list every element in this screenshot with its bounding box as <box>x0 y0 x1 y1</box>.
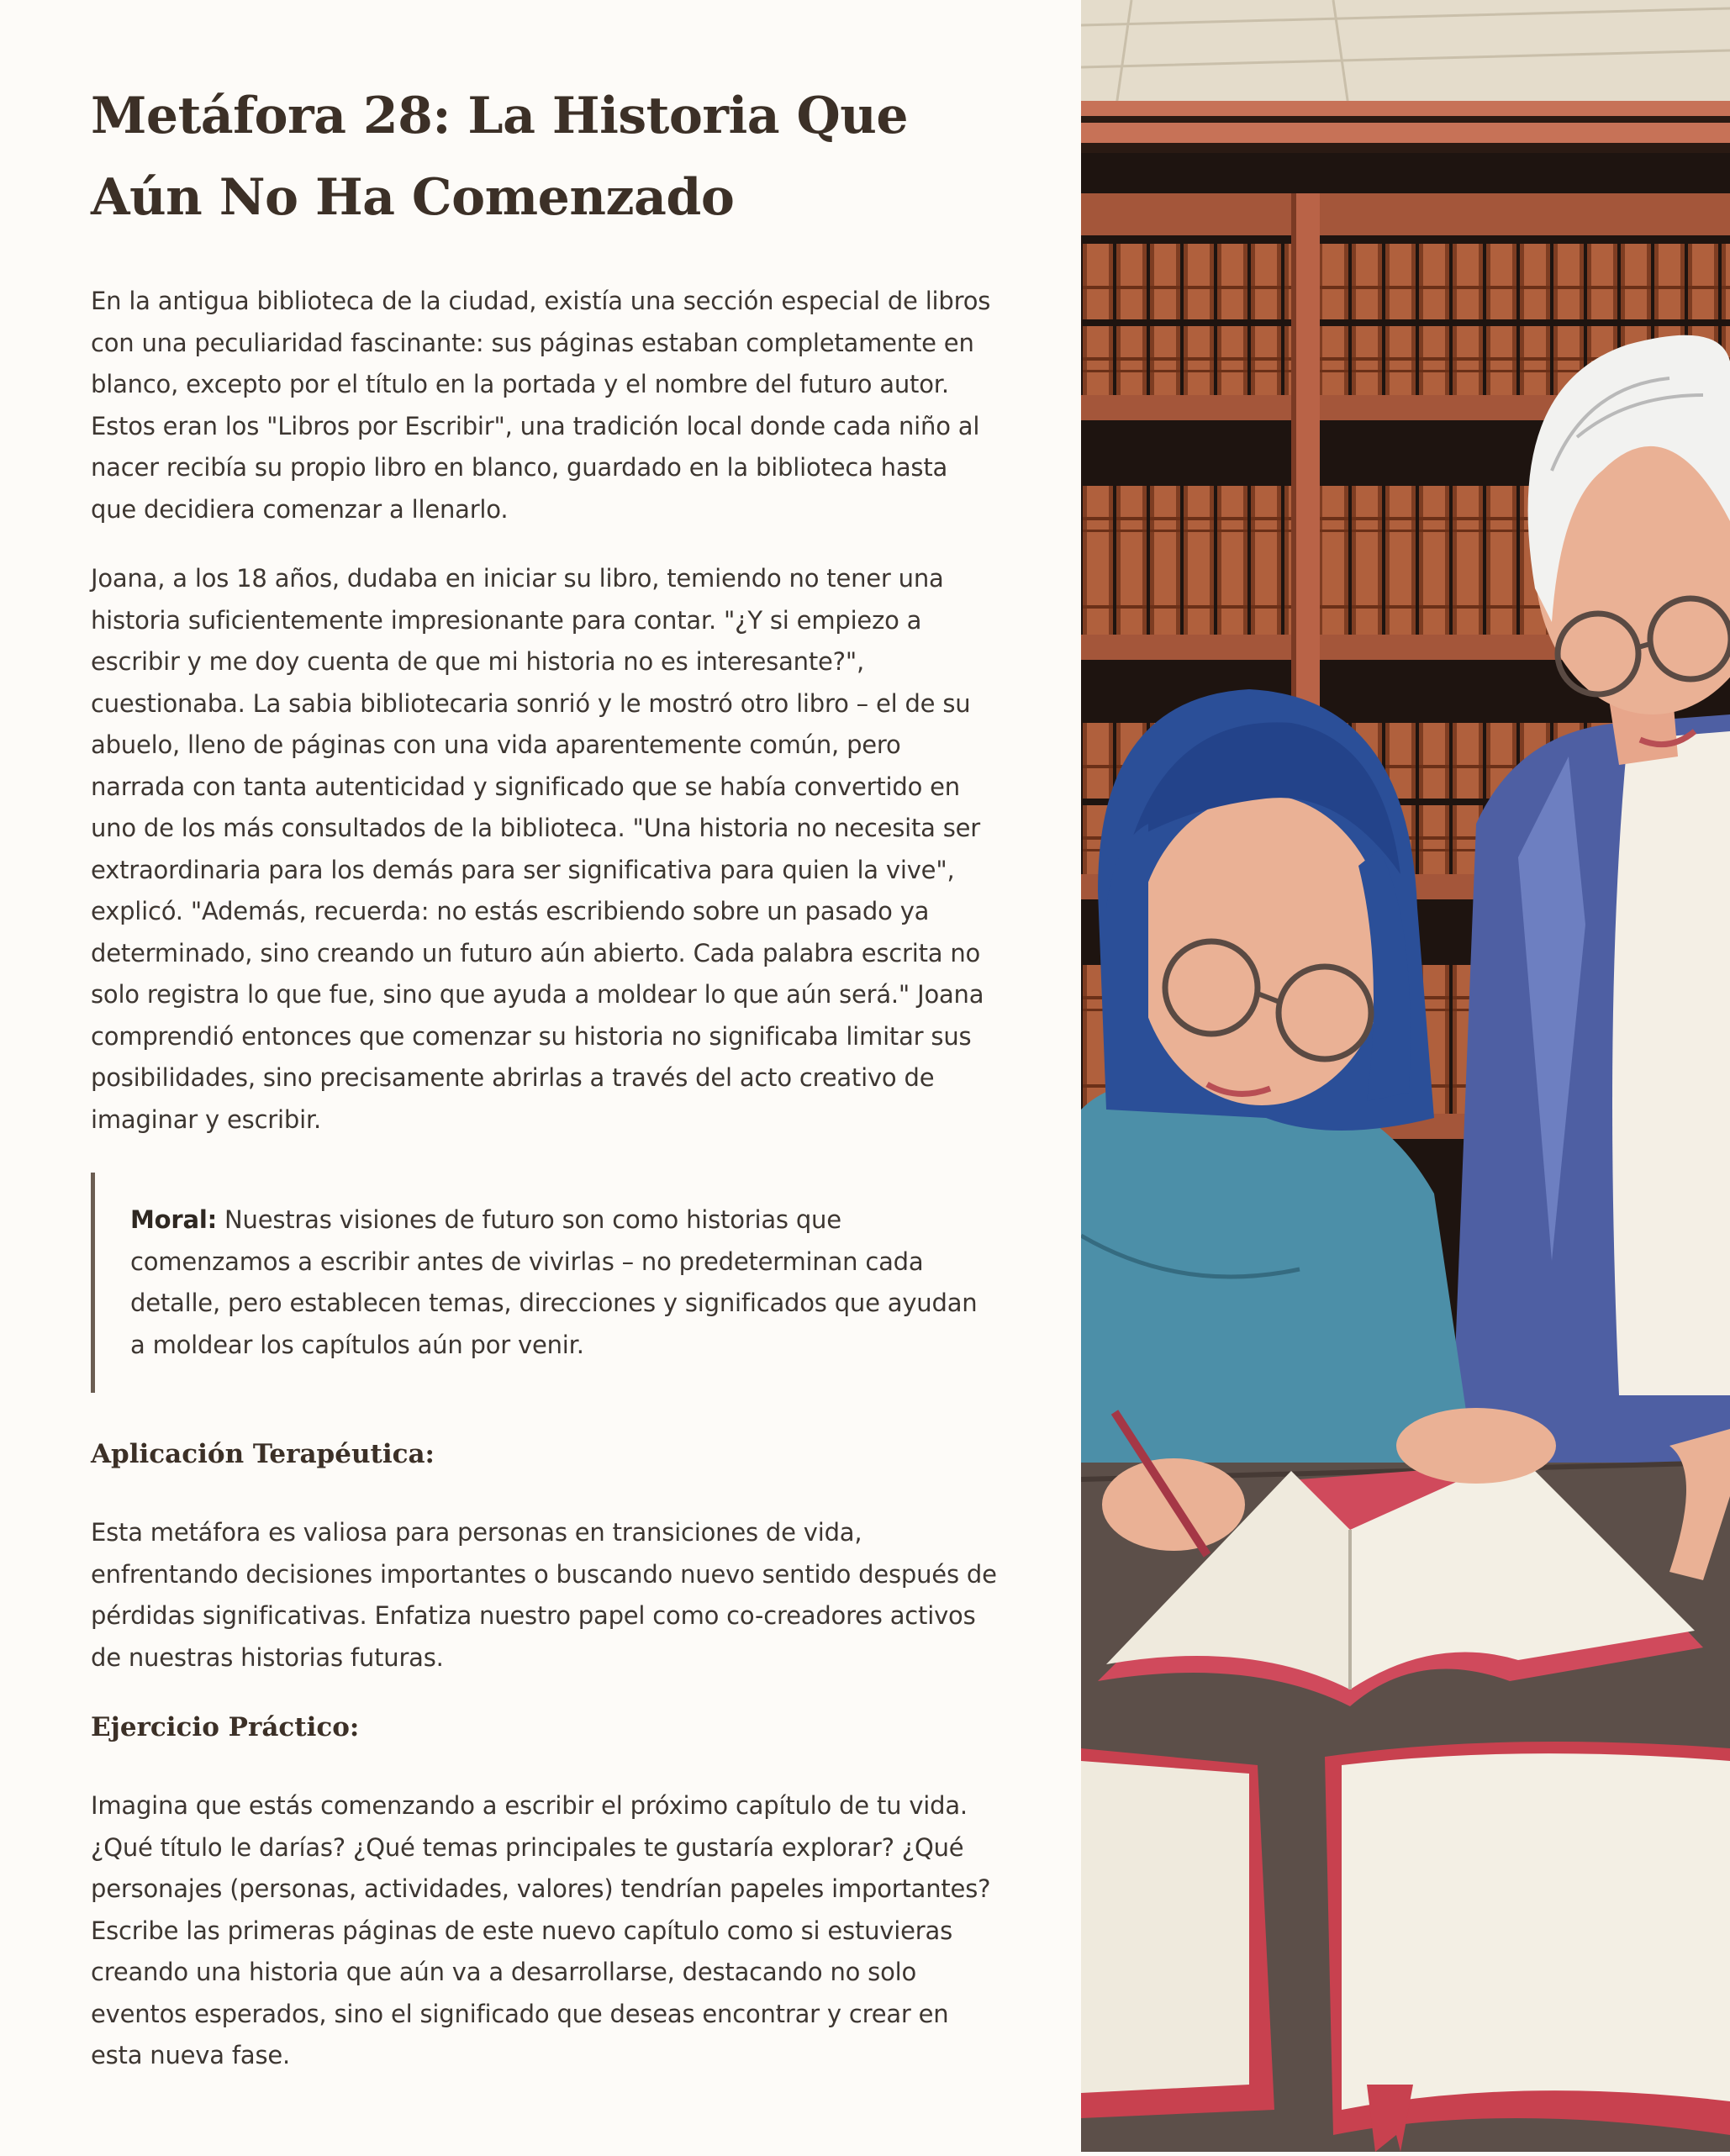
title-line-1: Metáfora 28: La Historia Que <box>91 87 909 145</box>
title-line-2: Aún No Ha Comenzado <box>91 168 735 227</box>
moral-text: Nuestras visiones de futuro son como historias que comenzamos a escribir antes de vivirlas – no predeterminan cada detalle, pero establecen temas, direcciones y significados que ayudan a moldear los capítulos aún por venir. <box>130 1205 978 1359</box>
paragraph-intro: En la antigua biblioteca de la ciudad, existía una sección especial de libros con una peculiaridad fascinante: sus páginas estaban completamente en blanco, excepto por el título en la portada y el nombre del futuro autor. Estos eran los "Libros por Escribir", una tradición local donde cada niño al nacer recibía su propio libro en blanco, guardado en la biblioteca hasta que decidiera comenzar a llenarlo. <box>91 287 991 524</box>
page-title <box>91 76 999 239</box>
library-illustration <box>1081 0 1730 2152</box>
article <box>91 76 999 2105</box>
application-text: Esta metáfora es valiosa para personas en transiciones de vida, enfrentando decisiones importantes o buscando nuevo sentido después de pérdidas significativas. Enfatiza nuestro papel como co-creadores activos de nuestras historias futuras. <box>91 1518 997 1672</box>
paragraph-story: Joana, a los 18 años, dudaba en iniciar su libro, temiendo no tener una historia suficientemente impresionante para contar. "¿Y si empiezo a escribir y me doy cuenta de que mi historia no es interesante?", cuestionaba. La sabia bibliotecaria sonrió y le mostró otro libro – el de su abuelo, lleno de páginas con una vida aparentemente común, pero narrada con tanta autenticidad y significado que se había convertido en uno de los más consultados de la biblioteca. "Una historia no necesita ser extraordinaria para los demás para ser significativa para quien la vive", explicó. "Además, recuerda: no estás escribiendo sobre un pasado ya determinado, sino creando un futuro aún abierto. Cada palabra escrita no solo registra lo que fue, sino que ayuda a moldear lo que aún será." Joana comprendió entonces que comenzar su historia no significaba limitar sus posibilidades, sino precisamente abrirlas a través del acto creativo de imaginar y escribir. <box>91 564 984 1134</box>
exercise-heading: Ejercicio Práctico: <box>91 1712 360 1742</box>
application-heading: Aplicación Terapéutica: <box>91 1439 435 1469</box>
illustration-svg <box>1081 0 1730 2152</box>
exercise-text: Imagina que estás comenzando a escribir el próximo capítulo de tu vida. ¿Qué título le darías? ¿Qué temas principales te gustaría explorar? ¿Qué personajes (personas, actividades, valores) tendrían papeles importantes? Escribe las primeras páginas de este nuevo capítulo como si estuvieras creando una historia que aún va a desarrollarse, destacando no solo eventos esperados, sino el significado que deseas encontrar y crear en esta nueva fase. <box>91 1791 991 2069</box>
moral-quote <box>91 1173 999 1393</box>
moral-paragraph <box>130 1199 999 1366</box>
moral-label: Moral: <box>130 1205 217 1234</box>
